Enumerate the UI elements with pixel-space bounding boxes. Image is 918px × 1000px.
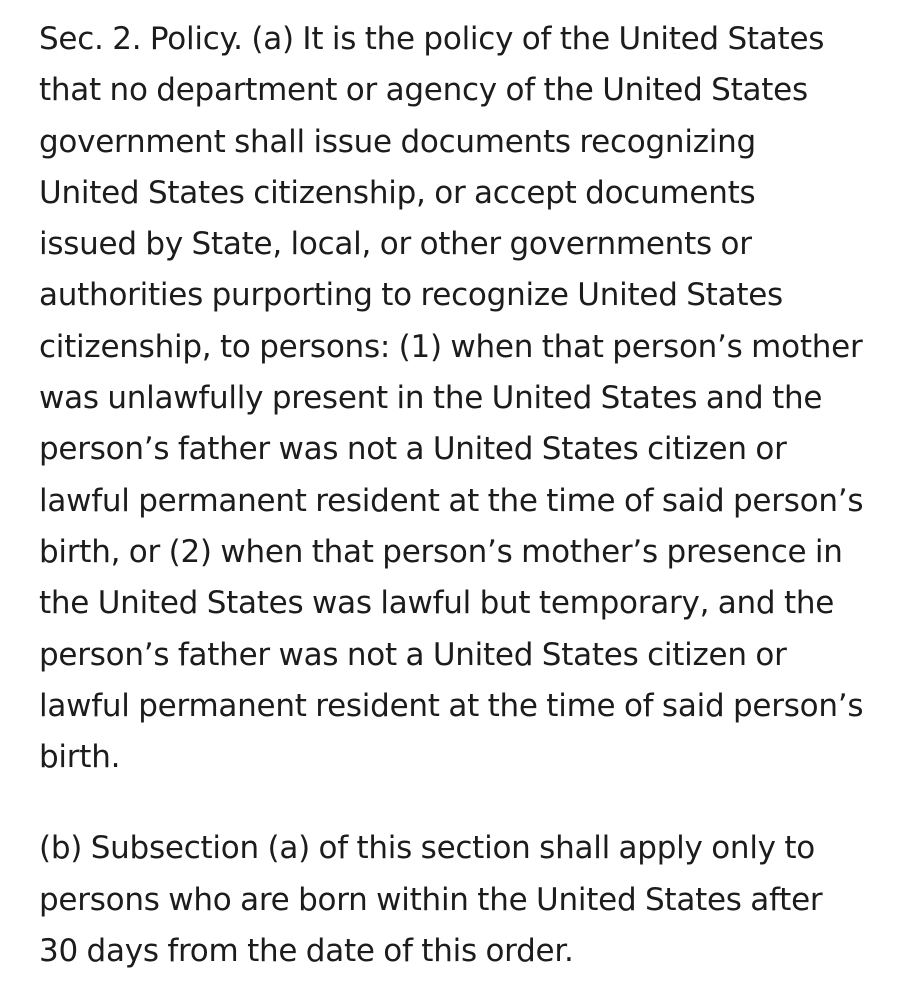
- text-line: birth, or (2) when that person’s mother’s presence in: [39, 533, 843, 570]
- document-body: [39, 14, 899, 977]
- paragraph-section-2b: [39, 823, 899, 977]
- text-line: Sec. 2. Policy. (a) It is the policy of the United States: [39, 21, 825, 57]
- text-line: person’s father was not a United States citizen or: [39, 636, 787, 673]
- text-line: 30 days from the date of this order.: [39, 933, 574, 970]
- text-line: was unlawfully present in the United States and the: [39, 380, 823, 417]
- text-line: issued by State, local, or other governments or: [39, 226, 752, 263]
- text-line: United States citizenship, or accept documents: [39, 174, 756, 211]
- text-line: government shall issue documents recognizing: [39, 123, 756, 160]
- paragraph-section-2a: [39, 14, 899, 783]
- text-line: person’s father was not a United States citizen or: [39, 431, 787, 468]
- text-line: lawful permanent resident at the time of said person’s: [39, 482, 864, 519]
- text-line: lawful permanent resident at the time of said person’s: [39, 687, 864, 724]
- text-line: the United States was lawful but temporary, and the: [39, 585, 835, 622]
- text-line: (b) Subsection (a) of this section shall apply only to: [39, 830, 816, 867]
- text-line: persons who are born within the United States after: [39, 881, 823, 918]
- text-line: authorities purporting to recognize United States: [39, 277, 783, 314]
- text-line: that no department or agency of the United States: [39, 72, 808, 109]
- text-line: birth.: [39, 739, 121, 776]
- text-line: citizenship, to persons: (1) when that person’s mother: [39, 328, 863, 365]
